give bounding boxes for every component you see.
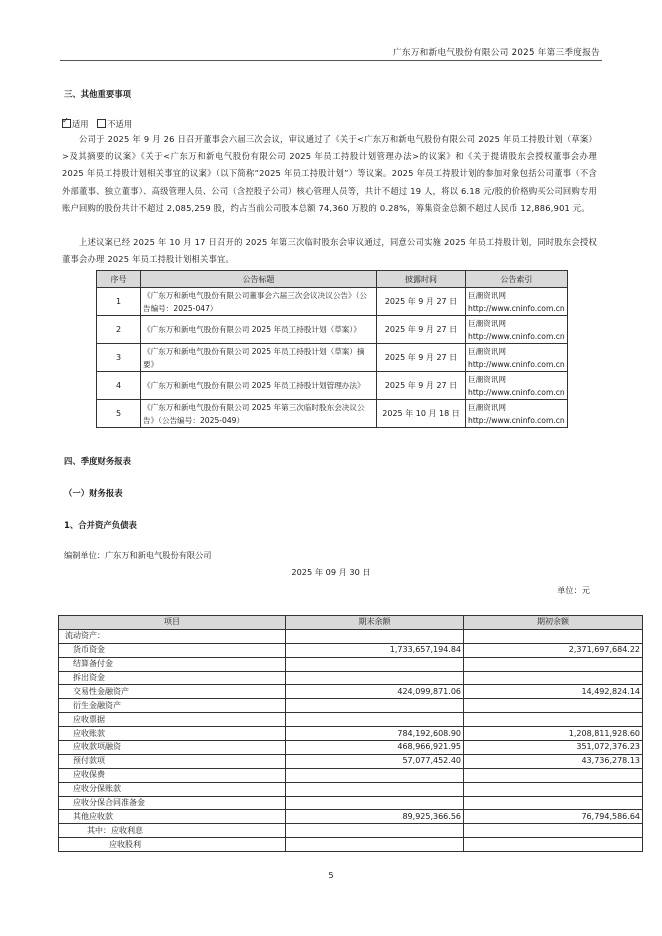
- row-item-label: 拆出资金: [59, 671, 286, 685]
- paragraph-esop-plan-text: 公司于 2025 年 9 月 26 日召开董事会六届三次会议，审议通过了《关于<广东万和新电气股份有限公司 2025 年员工持股计划（草案）>及其摘要的议案》《关于<广东万和新电气股份有限公司 2025 年员工持股计划管理办法>的议案》和《关于提请股东会授权董事会办理 2025 年员工持股计划相关事宜的议案》（以下简称“2025 年员工持股计划”）等议案。2025 年员工持股计划的参加对象包括公司董事（不含外部董事、独立董事）、高级管理人员、公司（含控股子公司）核心管理人员等，共计不超过 19 人，将以 6.18 元/股的价格购买公司回购专用账户回购的股份共计不超过 2,085,259 股，约占当前公司股本总额 74,360 万股的 0.28%，筹集资金总额不超过人民币 12,886,901 元。: [62, 134, 597, 213]
- row-end-balance: [286, 768, 464, 782]
- cell-index-link[interactable]: 巨潮资讯网 http://www.cninfo.com.cn: [466, 316, 568, 344]
- row-end-balance: [286, 713, 464, 727]
- not-applicable-checkbox[interactable]: [97, 119, 106, 128]
- paragraph-esop-plan: [62, 131, 597, 217]
- paragraph-shareholder-approval: [62, 234, 597, 268]
- row-end-balance: 784,192,608.90: [286, 727, 464, 741]
- applicability-checkboxes: [62, 118, 132, 130]
- cell-title: 《广东万和新电气股份有限公司 2025 年员工持股计划（草案）》: [141, 316, 377, 344]
- cell-index-link[interactable]: 巨潮资讯网 http://www.cninfo.com.cn: [466, 400, 568, 428]
- section-title-other-matters: 三、其他重要事项: [64, 89, 131, 99]
- table-row: [59, 643, 643, 657]
- row-end-balance: [286, 824, 464, 838]
- table-row: [59, 754, 643, 768]
- row-item-label: 应收股利: [59, 838, 286, 852]
- currency-unit: 单位：元: [557, 585, 590, 595]
- row-begin-balance: 14,492,824.14: [464, 685, 643, 699]
- row-item-label: 应收分保账款: [59, 782, 286, 796]
- cell-no: 1: [97, 288, 141, 316]
- not-applicable-label: 不适用: [107, 119, 133, 129]
- row-item-label: 其中：应收利息: [59, 824, 286, 838]
- col-header-end-balance: 期末余额: [286, 616, 464, 630]
- row-end-balance: [286, 699, 464, 713]
- row-item-label: 应收分保合同准备金: [59, 796, 286, 810]
- row-begin-balance: [464, 768, 643, 782]
- cell-title: 《广东万和新电气股份有限公司 2025 年第三次临时股东会决议公告》（公告编号：2025-049）: [141, 400, 377, 428]
- cell-no: 2: [97, 316, 141, 344]
- table-row: [97, 344, 568, 372]
- table-row: [59, 810, 643, 824]
- row-begin-balance: [464, 713, 643, 727]
- report-header-title: 广东万和新电气股份有限公司 2025 年第三季度报告: [392, 48, 600, 58]
- row-begin-balance: [464, 657, 643, 671]
- col-header-item: 项目: [59, 616, 286, 630]
- header-divider: [60, 60, 602, 61]
- cell-index-link[interactable]: 巨潮资讯网 http://www.cninfo.com.cn: [466, 372, 568, 400]
- cell-title: 《广东万和新电气股份有限公司 2025 年员工持股计划（草案）摘要》: [141, 344, 377, 372]
- row-begin-balance: [464, 671, 643, 685]
- row-item-label: 交易性金融资产: [59, 685, 286, 699]
- cell-index-link[interactable]: 巨潮资讯网 http://www.cninfo.com.cn: [466, 288, 568, 316]
- col-header-date: 披露时间: [377, 271, 466, 288]
- table-row: [59, 699, 643, 713]
- row-item-label: 货币资金: [59, 643, 286, 657]
- cell-date: 2025 年 10 月 18 日: [377, 400, 466, 428]
- row-begin-balance: [464, 824, 643, 838]
- balance-sheet-table: [58, 615, 643, 852]
- prepared-by: 编制单位：广东万和新电气股份有限公司: [64, 550, 212, 560]
- row-item-label: 应收款项融资: [59, 741, 286, 755]
- col-header-index: 公告索引: [466, 271, 568, 288]
- cell-title: 《广东万和新电气股份有限公司董事会六届三次会议决议公告》（公告编号：2025-047）: [141, 288, 377, 316]
- balance-sheet-body: [59, 629, 643, 851]
- row-item-label: 其他应收款: [59, 810, 286, 824]
- cell-no: 3: [97, 344, 141, 372]
- cell-date: 2025 年 9 月 27 日: [377, 372, 466, 400]
- table-row: [59, 713, 643, 727]
- cell-date: 2025 年 9 月 27 日: [377, 344, 466, 372]
- table-row: [97, 288, 568, 316]
- table-row: [59, 657, 643, 671]
- row-begin-balance: 2,371,697,684.22: [464, 643, 643, 657]
- applicable-label: 适用: [72, 119, 89, 129]
- cell-date: 2025 年 9 月 27 日: [377, 288, 466, 316]
- col-header-title: 公告标题: [141, 271, 377, 288]
- row-begin-balance: 43,736,278.13: [464, 754, 643, 768]
- row-end-balance: [286, 629, 464, 643]
- cell-no: 5: [97, 400, 141, 428]
- row-begin-balance: [464, 796, 643, 810]
- table-row: [97, 316, 568, 344]
- cell-date: 2025 年 9 月 27 日: [377, 316, 466, 344]
- row-end-balance: [286, 796, 464, 810]
- table-row: [59, 796, 643, 810]
- row-begin-balance: [464, 699, 643, 713]
- table-row: [59, 629, 643, 643]
- paragraph-shareholder-approval-text: 上述议案已经 2025 年 10 月 17 日召开的 2025 年第三次临时股东会审议通过，同意公司实施 2025 年员工持股计划，同时股东会授权董事会办理 2025 年员工持股计划相关事宜。: [62, 237, 597, 265]
- table-row: [59, 782, 643, 796]
- table-row: [59, 741, 643, 755]
- subsection-title-statements: （一）财务报表: [64, 488, 123, 498]
- announcement-header-row: [97, 271, 568, 288]
- table-row: [59, 824, 643, 838]
- row-begin-balance: [464, 838, 643, 852]
- col-header-begin-balance: 期初余额: [464, 616, 643, 630]
- table-row: [59, 768, 643, 782]
- row-end-balance: 468,966,921.95: [286, 741, 464, 755]
- row-item-label: 衍生金融资产: [59, 699, 286, 713]
- table-row: [59, 838, 643, 852]
- row-end-balance: 424,099,871.06: [286, 685, 464, 699]
- row-end-balance: 57,077,452.40: [286, 754, 464, 768]
- statement-date: 2025 年 09 月 30 日: [291, 567, 371, 577]
- announcement-table: [96, 270, 568, 428]
- row-item-label: 流动资产：: [59, 629, 286, 643]
- row-begin-balance: [464, 782, 643, 796]
- cell-no: 4: [97, 372, 141, 400]
- row-end-balance: [286, 657, 464, 671]
- row-begin-balance: 351,072,376.23: [464, 741, 643, 755]
- row-item-label: 应收票据: [59, 713, 286, 727]
- cell-index-link[interactable]: 巨潮资讯网 http://www.cninfo.com.cn: [466, 344, 568, 372]
- table-row: [59, 671, 643, 685]
- cell-title: 《广东万和新电气股份有限公司 2025 年员工持股计划管理办法》: [141, 372, 377, 400]
- table-row: [97, 400, 568, 428]
- row-item-label: 应收账款: [59, 727, 286, 741]
- table-row: [59, 685, 643, 699]
- row-item-label: 应收保费: [59, 768, 286, 782]
- subsection-title-balance-sheet: 1、合并资产负债表: [64, 520, 137, 530]
- row-begin-balance: [464, 629, 643, 643]
- table-row: [59, 727, 643, 741]
- row-end-balance: 89,925,366.56: [286, 810, 464, 824]
- applicable-checkbox[interactable]: [62, 119, 71, 128]
- row-end-balance: [286, 838, 464, 852]
- row-end-balance: [286, 782, 464, 796]
- row-begin-balance: 1,208,811,928.60: [464, 727, 643, 741]
- page-number: 5: [328, 870, 334, 880]
- row-item-label: 预付款项: [59, 754, 286, 768]
- row-begin-balance: 76,794,586.64: [464, 810, 643, 824]
- row-item-label: 结算备付金: [59, 657, 286, 671]
- section-title-financial-statements: 四、季度财务报表: [64, 456, 131, 466]
- table-row: [97, 372, 568, 400]
- col-header-no: 序号: [97, 271, 141, 288]
- balance-sheet-header-row: [59, 616, 643, 630]
- row-end-balance: 1,733,657,194.84: [286, 643, 464, 657]
- row-end-balance: [286, 671, 464, 685]
